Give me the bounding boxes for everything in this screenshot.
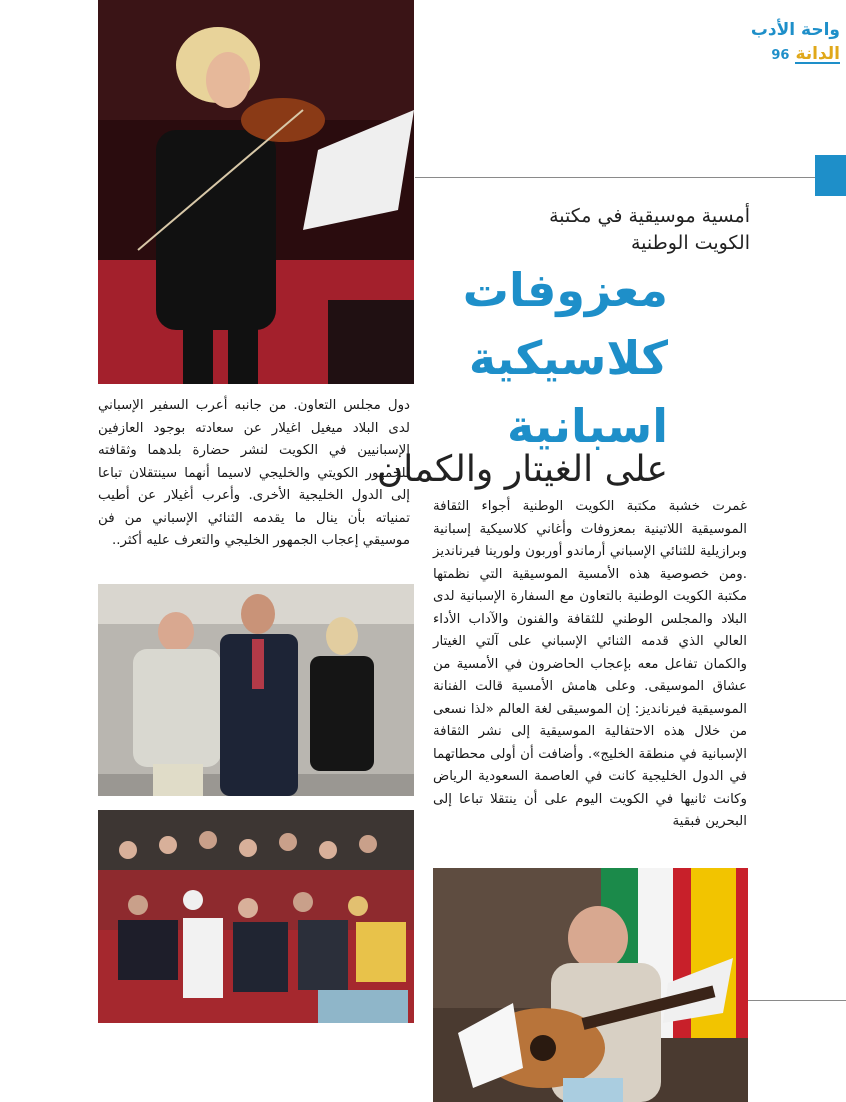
- article-subheadline: على الغيتار والكمان: [376, 449, 668, 490]
- body-column-right: غمرت خشبة مكتبة الكويت الوطنية أجواء الثقافة الموسيقية اللاتينية بمعزوفات وأغاني كلاسيكية إسبانية وبرازيلية للثنائي الإسباني أرماندو أوربون ولورينا فيرنانديز .ومن خصوصية هذه الأمسية الموسيقية التي نظمتها مكتبة الكويت الوطنية بالتعاون مع السفارة الإسبانية لدى البلاد والمجلس الوطني للثقافة والفنون والآداب الأداء العالي الذي قدمه الثنائي الإسباني على آلتي الغيتار والكمان تفاعل معه بإعجاب الحاضرون في الأمسية من عشاق الموسيقى. وعلى هامش الأمسية قالت الفنانة الموسيقية فيرنانديز: إن الموسيقى لغة العالم «لذا نسعى من خلال هذه الاحتفالية الموسيقية إلى نشر الثقافة الإسبانية في منطقة الخليج». وأضافت أن أولى محطاتهما في الدول الخليجية كانت في العاصمة السعودية الرياض وكانت ثانيها في الكويت اليوم على أن ينتقلا تباعا إلى البحرين فبقية: [433, 499, 747, 829]
- headline-line-3: اسبانية: [507, 399, 668, 453]
- page-number: 96: [771, 47, 790, 63]
- masthead: [771, 46, 840, 64]
- body-column-left: دول مجلس التعاون. من جانبه أعرب السفير الإسباني لدى البلاد ميغيل اغيلار عن سعادته بوجود العازفين الإسبانيين في الكويت لنشر حضارة بلدهما وثقافته للجمهور الكويتي والخليجي لاسيما أنهما سينتقلان تباعا إلى الدول الخليجية الأخرى. وأعرب أغيلار عن أطيب تمنياته بأن ينال ما يقدمه الثنائي الإسباني من فن موسيقي إعجاب الجمهور الخليجي والتعرف عليه أكثر..: [98, 398, 410, 548]
- article-kicker: [420, 203, 750, 257]
- photo-violinist: [98, 0, 414, 384]
- bottom-divider: [748, 1000, 846, 1001]
- top-divider: [415, 177, 815, 178]
- photo-guitarist: [433, 868, 748, 1102]
- headline-line-1: معزوفات: [462, 263, 668, 317]
- headline-line-2: كلاسيكية: [468, 331, 668, 385]
- photo-audience: [98, 810, 414, 1023]
- kicker-line-2: الكويت الوطنية: [630, 232, 750, 254]
- section-tab-marker: [815, 155, 846, 196]
- section-title: واحة الأدب: [750, 20, 840, 40]
- magazine-logo: الدانة: [795, 44, 840, 64]
- kicker-line-1: أمسية موسيقية في مكتبة: [549, 205, 750, 227]
- photo-group-portrait: [98, 584, 414, 796]
